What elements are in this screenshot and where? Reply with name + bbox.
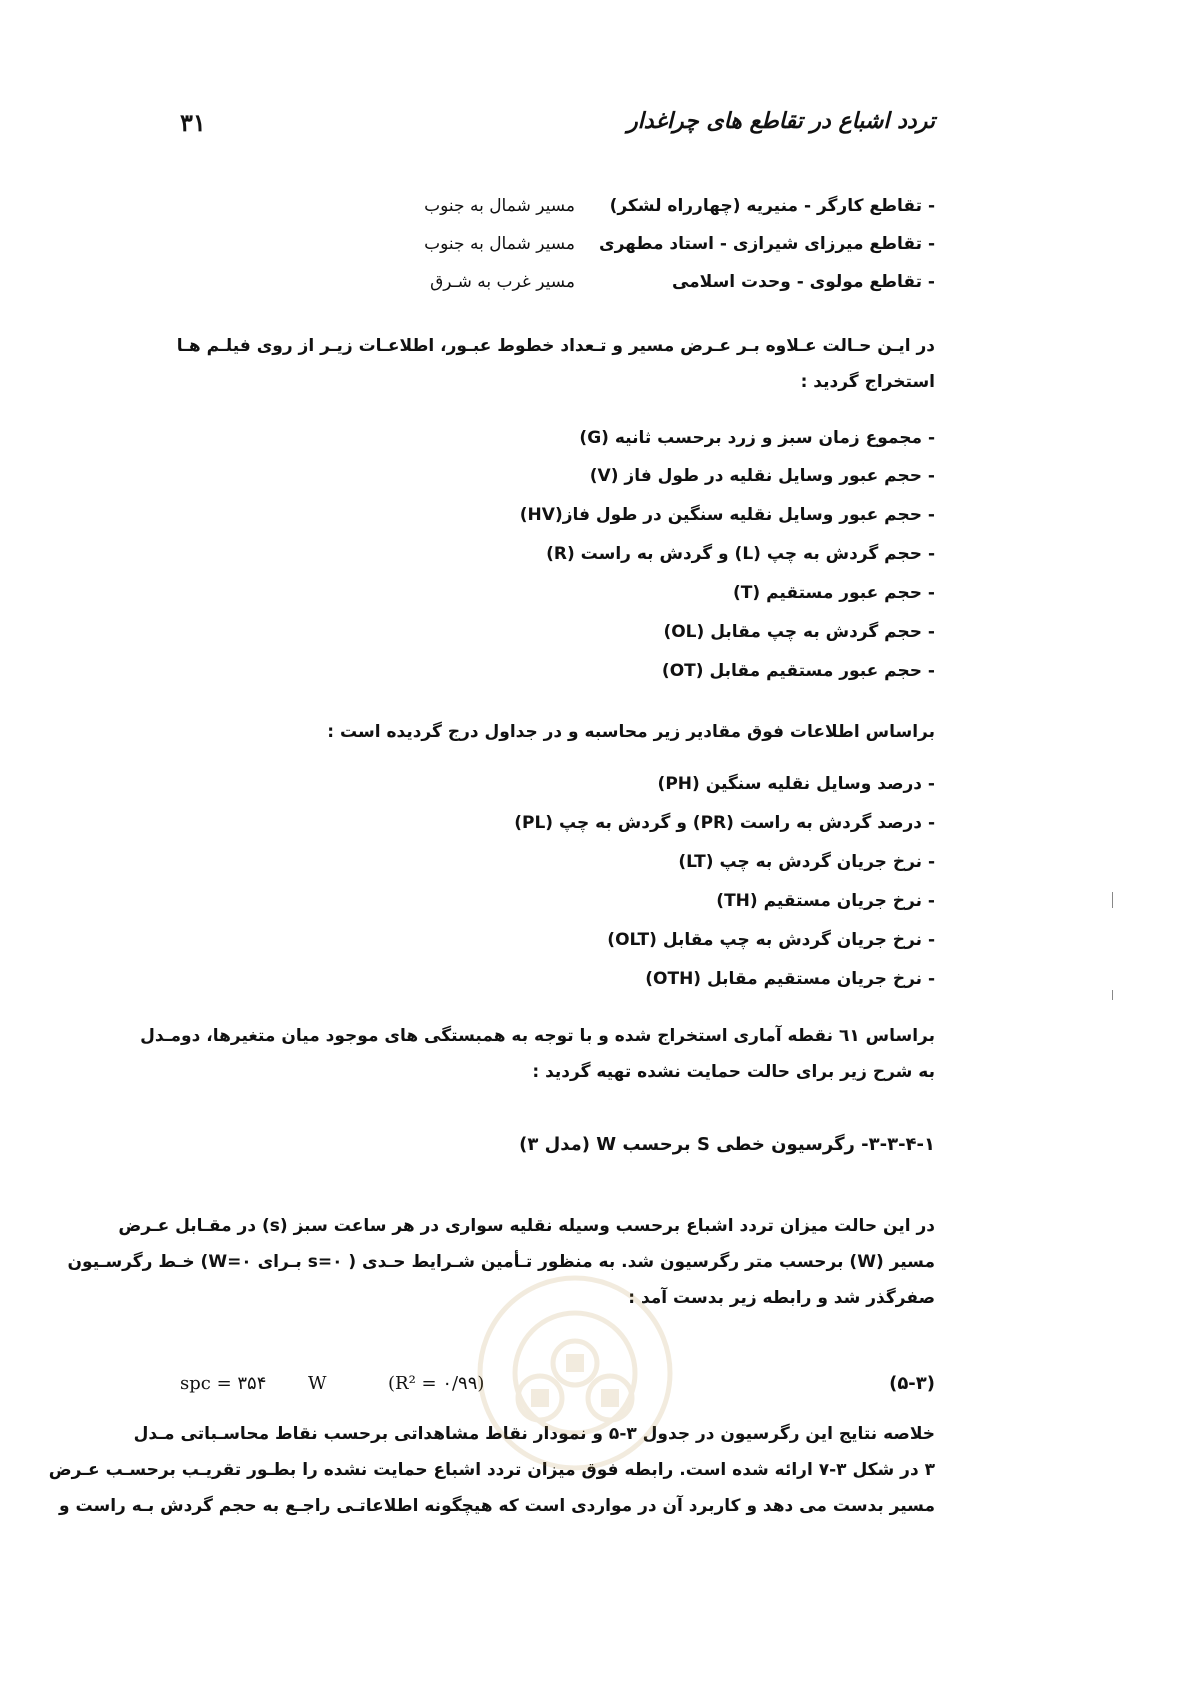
paragraph-line: استخراج گردید : [800,372,935,392]
list-item: - حجم عبور مستقیم (T) [733,583,935,603]
list-item: - حجم عبور مستقیم مقابل (OT) [661,661,935,681]
paragraph-line: در این حالت میزان تردد اشباع برحسب وسیله نقلیه سواری در هر ساعت سبز (s) در مقـابل عـرض [118,1216,935,1236]
page-number: ۳۱ [180,108,206,137]
list-item: - نرخ جریان مستقیم مقابل (OTH) [645,969,935,989]
route-row [180,234,935,262]
paragraph-line: براساس ٦١ نقطه آماری استخراج شده و با توجه به همبستگی های موجود میان متغیرها، دومـدل [140,1026,935,1046]
paragraph-line: در ایـن حـالت عـلاوه بـر عـرض مسیر و تـعداد خطوط عبـور، اطلاعـات زیـر از روی فیلـم هـا [176,336,935,356]
equation-number: (۵-۳) [889,1373,935,1394]
paragraph-line: براساس اطلاعات فوق مقادیر زیر محاسبه و در جداول درج گردیده است : [327,722,935,742]
route-direction: مسیر شمال به جنوب [424,234,575,254]
list-item: - حجم گردش به چپ (L) و گردش به راست (R) [546,544,935,564]
scan-edge-mark [1112,892,1113,908]
paragraph-line: به شرح زیر برای حالت حمایت نشده تهیه گردید : [532,1062,935,1082]
scan-edge-mark [1112,990,1113,1000]
formula-r-squared: (R² = ۰/۹۹) [388,1373,485,1394]
intersection-list [180,196,935,306]
list-item: - حجم گردش به چپ مقابل (OL) [663,622,935,642]
route-direction: مسیر شمال به جنوب [424,196,575,216]
list-item: - مجموع زمان سبز و زرد برحسب ثانیه (G) [579,428,935,448]
formula-lhs: spc = ۳۵۴ [180,1373,267,1394]
paragraph-line: خلاصه نتایج این رگرسیون در جدول ۳-۵ و نمودار نقاط مشاهداتی برحسب نقاط محاسـباتی مـدل [133,1424,935,1444]
route-direction: مسیر غرب به شـرق [430,272,575,292]
paragraph-line: صفرگذر شد و رابطه زیر بدست آمد : [628,1288,935,1308]
paragraph [140,1026,935,1096]
intersection-name: - تقاطع کارگر - منیریه (چهارراه لشکر) [609,196,935,216]
intersection-name: - تقاطع میرزای شیرازی - استاد مطهری [599,234,935,254]
list-item: - نرخ جریان گردش به چپ (LT) [678,852,935,872]
paragraph-line: ۳ در شکل ۳-۷ ارائه شده است. رابطه فوق میزان تردد اشباع حمایت نشده را بطـور تقریـب برحسـب عـرض [48,1460,935,1480]
library-seal-watermark [470,1268,680,1478]
section-heading-wrap [180,1134,935,1166]
section-heading: ۳-۳-۴-۱- رگرسیون خطی S برحسب W (مدل ۳) [519,1134,935,1155]
list-item: - حجم عبور وسایل نقلیه در طول فاز (V) [589,466,935,486]
route-row [180,272,935,300]
list-item: - نرخ جریان مستقیم (TH) [716,891,935,911]
intersection-name: - تقاطع مولوی - وحدت اسلامی [671,272,935,292]
list-item: - حجم عبور وسایل نقلیه سنگین در طول فاز(HV) [519,505,935,525]
list-item: - درصد گردش به راست (PR) و گردش به چپ (PL) [514,813,935,833]
paragraph-line: مسیر بدست می دهد و کاربرد آن در مواردی است که هیچگونه اطلاعاتـی راجـع به حجم گردش بـه راست و [59,1496,935,1516]
film-data-list [180,428,935,698]
route-row [180,196,935,224]
page-header [180,108,935,144]
list-item: - درصد وسایل نقلیه سنگین (PH) [657,774,935,794]
paragraph [176,336,935,406]
paragraph-line: مسیر (W) برحسب متر رگرسیون شد. به منظور تـأمین شـرایط حـدی ( s=۰ بـرای W=۰) خـط رگرسـیون [67,1252,935,1272]
computed-values-list [180,774,935,1004]
formula-variable: W [308,1373,327,1394]
list-item: - نرخ جریان گردش به چپ مقابل (OLT) [607,930,935,950]
running-title: تردد اشباع در تقاطع های چراغدار [627,108,935,134]
paragraph [180,722,935,752]
